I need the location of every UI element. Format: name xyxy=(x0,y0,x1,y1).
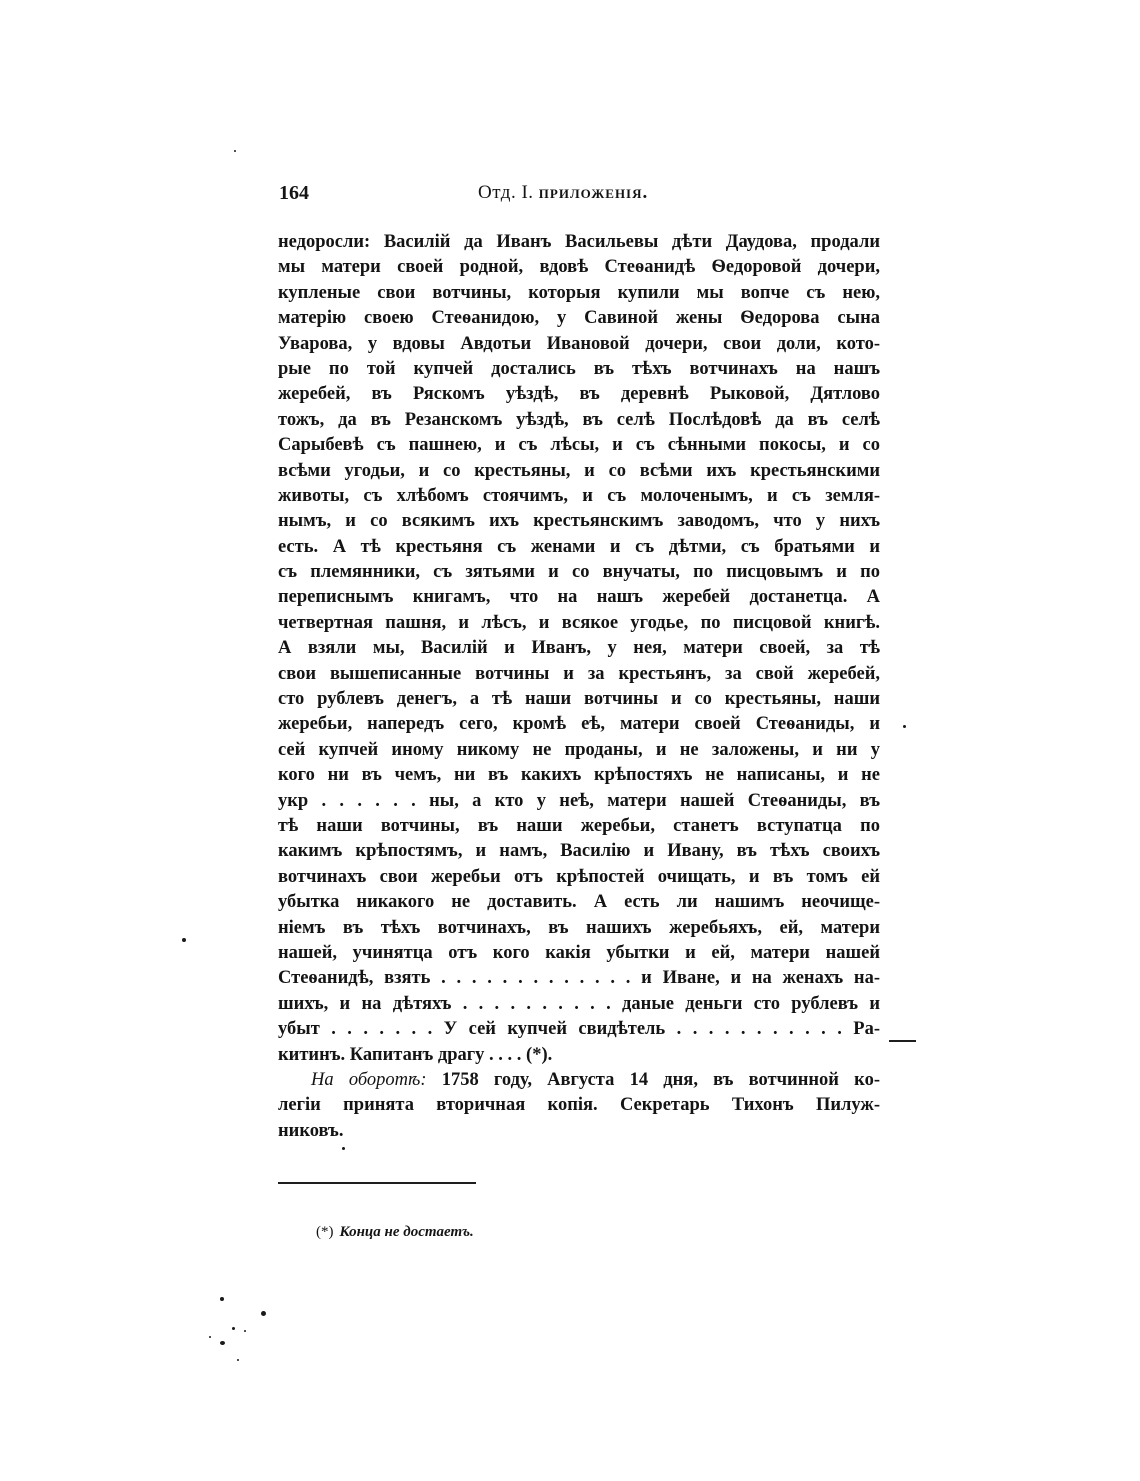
text-line: укр . . . . . . ны, а кто у неѣ, матери нашей Стеѳаниды, въ xyxy=(278,790,880,811)
text-line: А взяли мы, Василій и Иванъ, у нея, матери своей, за тѣ xyxy=(278,638,880,659)
text-line: жеребьи, напередъ сего, кромѣ еѣ, матери своей Стеѳаниды, и xyxy=(278,714,880,735)
text-line: матерію своею Стеѳанидою, у Савиной жены Ѳедорова сына xyxy=(278,308,880,329)
text-line: съ племянники, съ зятьями и со внучаты, по писцовымъ и по xyxy=(278,562,880,583)
text-line: сто рублевъ денегъ, а тѣ наши вотчины и со крестьяны, наши xyxy=(278,689,880,710)
running-head-section: Отд. I. xyxy=(478,182,534,203)
footnote-text: Конца не достаетъ. xyxy=(339,1224,474,1240)
verso-note-text: 1758 году, Августа 14 дня, въ вотчинной ко- xyxy=(426,1069,880,1090)
text-line: есть. А тѣ крестьяня съ женами и съ дѣтми, съ братьями и xyxy=(278,536,880,557)
text-line: вотчинахъ свои жеребьи отъ крѣпостей очищать, и въ томъ ей xyxy=(278,866,880,887)
verso-note-line: легіи принята вторичная копія. Секретарь Тихонъ Пилуж- xyxy=(278,1095,880,1116)
text-line: мы матери своей родной, вдовѣ Стеѳанидѣ Ѳедоровой дочери, xyxy=(278,257,880,278)
body-text xyxy=(278,230,880,1144)
text-line: Уварова, у вдовы Авдотьи Ивановой дочери, свои доли, кото- xyxy=(278,333,880,354)
text-line: купленые свои вотчины, которыя купили мы вопче съ нею, xyxy=(278,282,880,303)
text-line: нашей, учинятца отъ кого какія убытки и ей, матери нашей xyxy=(278,942,880,963)
text-line: тожъ, да въ Резанскомъ уѣздѣ, въ селѣ Послѣдовѣ да въ селѣ xyxy=(278,409,880,430)
scan-speck xyxy=(244,1330,246,1332)
text-line: животы, съ хлѣбомъ стоячимъ, и съ молоченымъ, и съ земля- xyxy=(278,485,880,506)
footnote-rule xyxy=(278,1182,476,1184)
page-number: 164 xyxy=(279,182,309,204)
text-line: Сарыбевѣ съ пашнею, и съ лѣсы, и съ сѣнными покосы, и со xyxy=(278,435,880,456)
scan-speck xyxy=(209,1336,211,1338)
text-line: ніемъ въ тѣхъ вотчинахъ, въ нашихъ жеребьяхъ, ей, матери xyxy=(278,917,880,938)
scan-speck xyxy=(234,150,236,152)
scan-speck xyxy=(220,1341,225,1345)
text-line: кого ни въ чемъ, ни въ какихъ крѣпостяхъ не написаны, и не xyxy=(278,765,880,786)
text-line: недоросли: Василій да Иванъ Васильевы дѣти Даудова, продали xyxy=(278,232,880,252)
text-line: какимъ крѣпостямъ, и намъ, Василію и Ивану, въ тѣхъ своихъ xyxy=(278,841,880,862)
text-line: четвертная пашня, и лѣсъ, и всякое угодье, по писцовой книгѣ. xyxy=(278,612,880,633)
text-line: нымъ, и со всякимъ ихъ крестьянскимъ заводомъ, что у нихъ xyxy=(278,511,880,532)
scan-speck xyxy=(232,1327,235,1330)
text-line: шихъ, и на дѣтяхъ . . . . . . . . . . даные деньги сто рублевъ и xyxy=(278,993,880,1014)
scan-speck xyxy=(182,938,186,942)
text-line: убыт . . . . . . . У сей купчей свидѣтель . . . . . . . . . . . Ра- xyxy=(278,1019,880,1040)
text-line: Стеѳанидѣ, взять . . . . . . . . . . . . . и Иване, и на женахъ на- xyxy=(278,968,880,989)
text-line: жеребей, въ Ряскомъ уѣздѣ, въ деревнѣ Рыковой, Дятлово xyxy=(278,384,880,405)
text-line: переписнымъ книгамъ, что на нашъ жеребей достанетца. А xyxy=(278,587,880,608)
verso-note-label: На оборотѣ: xyxy=(311,1069,427,1090)
running-head xyxy=(478,180,648,206)
running-head-title: приложенія. xyxy=(538,182,649,203)
text-line: всѣми угодьи, и со крестьяны, и со всѣми ихъ крестьянскими xyxy=(278,460,880,481)
footnote xyxy=(316,1221,474,1243)
verso-note-line xyxy=(278,1068,880,1093)
footnote-marker: (*) xyxy=(316,1224,334,1240)
scan-speck xyxy=(237,1359,239,1361)
scan-speck xyxy=(342,1147,345,1150)
scan-speck xyxy=(903,725,906,728)
scan-speck xyxy=(261,1311,266,1316)
margin-mark xyxy=(889,1040,916,1042)
text-line: сей купчей иному никому не проданы, и не заложены, и ни у xyxy=(278,739,880,760)
text-line: свои вышеписанные вотчины и за крестьянъ, за свой жеребей, xyxy=(278,663,880,684)
verso-note-line: никовъ. xyxy=(278,1120,344,1141)
text-line: китинъ. Капитанъ драгу . . . . (*). xyxy=(278,1044,553,1065)
text-line: убытка никакого не доставить. А есть ли нашимъ неочище- xyxy=(278,892,880,913)
scan-speck xyxy=(220,1297,224,1301)
text-line: тѣ наши вотчины, въ наши жеребьи, станетъ вступатца по xyxy=(278,815,880,836)
text-line: рые по той купчей достались въ тѣхъ вотчинахъ на нашъ xyxy=(278,358,880,379)
